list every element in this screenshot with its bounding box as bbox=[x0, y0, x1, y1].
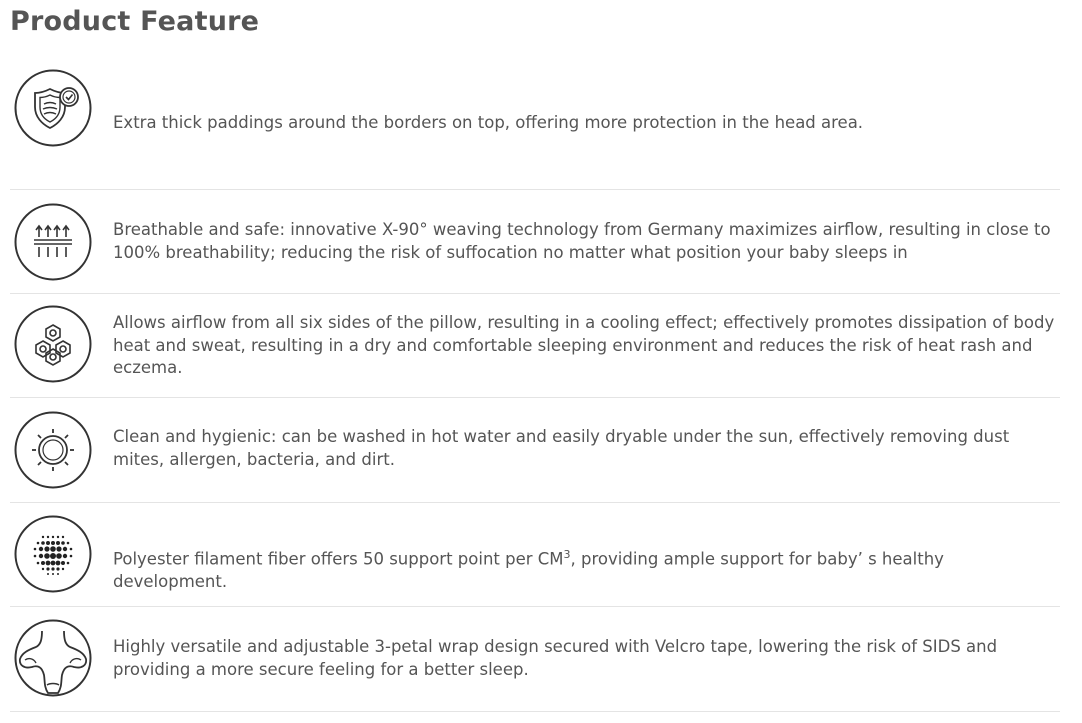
honeycomb-icon bbox=[14, 305, 92, 383]
feature-text: Allows airflow from all six sides of the pillow, resulting in a cooling effect; effectively promotes dissipation of body heat and sweat, resulting in a dry and comfortable sleeping environment and reduces the risk of heat rash and eczema. bbox=[113, 313, 1055, 377]
wrap-petal-icon bbox=[14, 619, 92, 697]
breathable-airflow-icon bbox=[14, 203, 92, 281]
shield-check-icon bbox=[14, 69, 92, 147]
feature-row bbox=[10, 502, 1060, 607]
feature-row bbox=[10, 189, 1060, 294]
feature-text-main: Polyester filament fiber offers 50 support point per CM bbox=[113, 549, 564, 569]
feature-row bbox=[10, 64, 1060, 190]
feature-text-tail: , providing ample support for baby’ s healthy development. bbox=[113, 549, 944, 591]
sun-icon bbox=[14, 411, 92, 489]
feature-text bbox=[113, 544, 1058, 594]
feature-text: Highly versatile and adjustable 3-petal wrap design secured with Velcro tape, lowering the risk of SIDS and providing a more secure feeling for a better sleep. bbox=[113, 637, 998, 679]
feature-text-superscript: 3 bbox=[563, 548, 571, 561]
feature-row bbox=[10, 606, 1060, 712]
feature-row bbox=[10, 293, 1060, 398]
page-title: Product Feature bbox=[10, 6, 260, 37]
dot-matrix-icon bbox=[14, 515, 92, 593]
feature-text: Breathable and safe: innovative X-90° weaving technology from Germany maximizes airflow, resulting in close to 100% breathability; reducing the risk of suffocation no matter what position your baby sleeps in bbox=[113, 220, 1051, 262]
feature-text: Clean and hygienic: can be washed in hot water and easily dryable under the sun, effectively removing dust mites, allergen, bacteria, and dirt. bbox=[113, 427, 1010, 469]
feature-text: Extra thick paddings around the borders on top, offering more protection in the head area. bbox=[113, 113, 864, 132]
feature-row bbox=[10, 397, 1060, 503]
